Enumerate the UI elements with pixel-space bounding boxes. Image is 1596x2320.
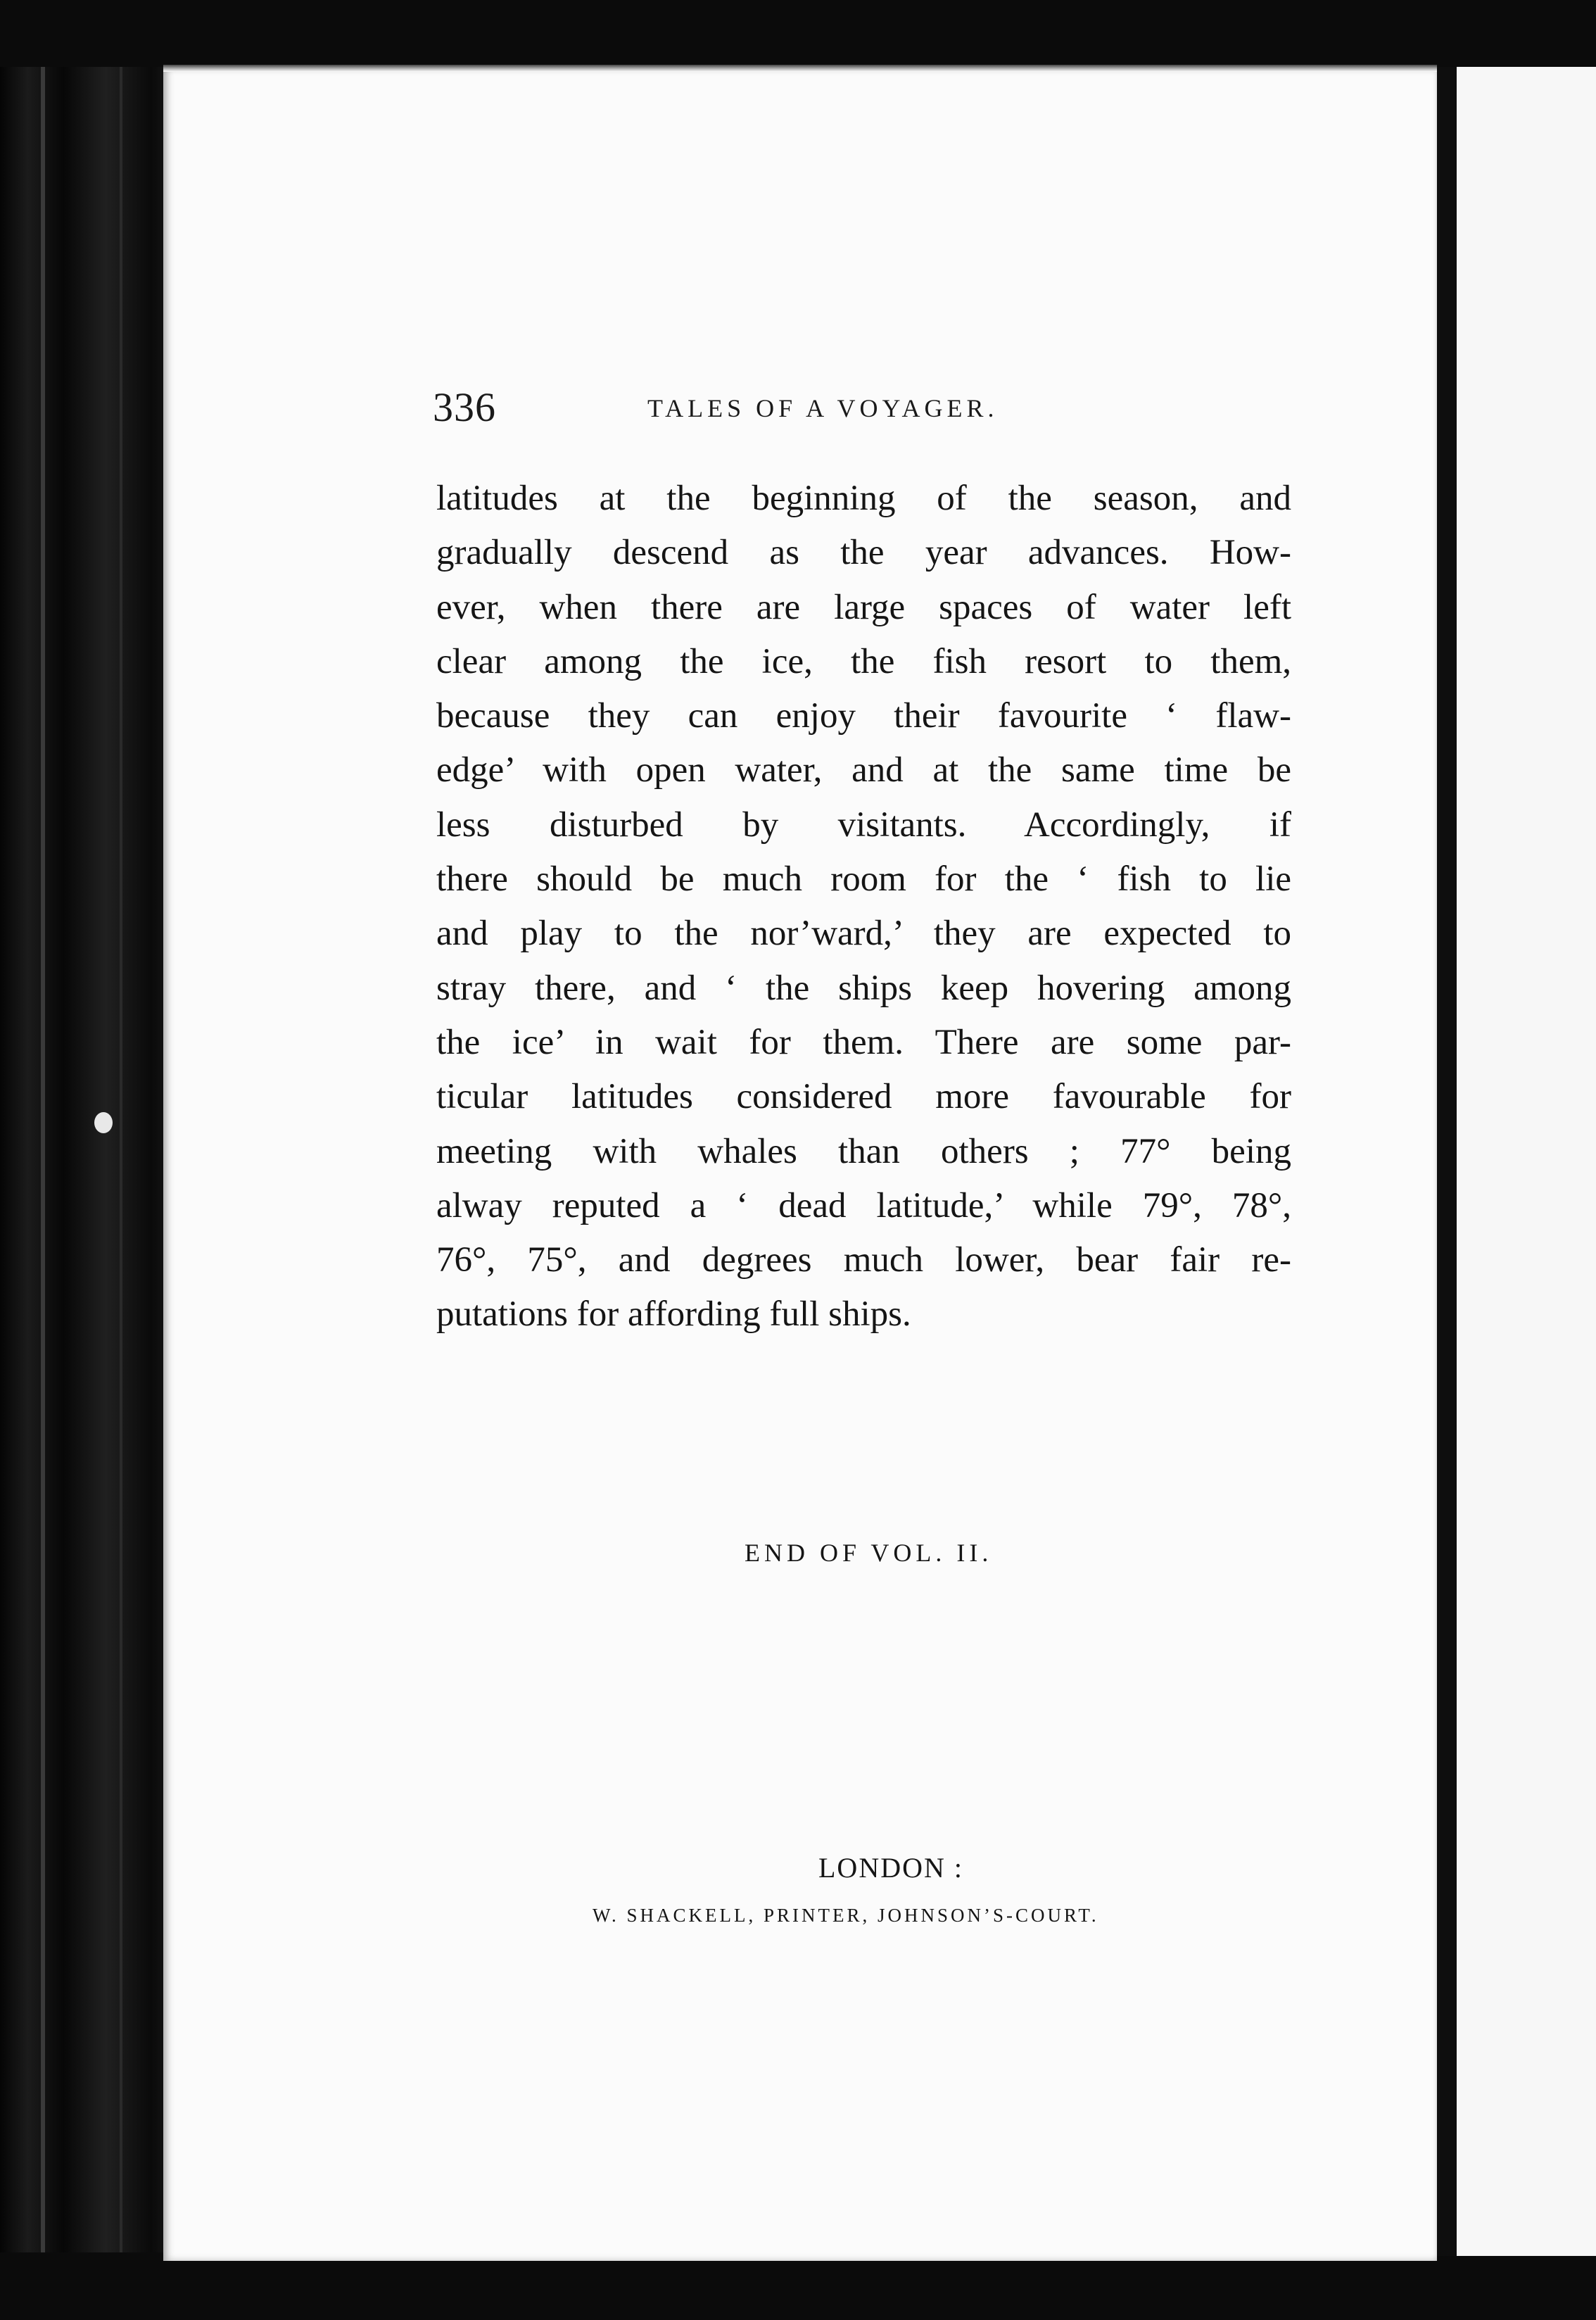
text-line: alway reputed a ‘ dead latitude,’ while 79°, 78°, (436, 1185, 1291, 1225)
imprint-printer: W. SHACKELL, PRINTER, JOHNSON’S-COURT. (593, 1905, 1099, 1926)
text-line: 76°, 75°, and degrees much lower, bear fair re- (436, 1240, 1291, 1280)
imprint-city: LONDON : (818, 1852, 963, 1884)
text-line: meeting with whales than others ; 77° being (436, 1131, 1291, 1171)
page-top-edge (163, 65, 1437, 72)
page-gutter (1437, 67, 1457, 2256)
text-line: gradually descend as the year advances. How- (436, 533, 1291, 573)
text-line: ticular latitudes considered more favourable for (436, 1077, 1291, 1117)
text-line: less disturbed by visitants. Accordingly, if (436, 805, 1291, 845)
text-line: edge’ with open water, and at the same time be (436, 750, 1291, 790)
end-of-volume-note: END OF VOL. II. (745, 1539, 993, 1567)
binding-edge (120, 42, 122, 2281)
paper-speck (94, 1112, 113, 1133)
scan-bottom-border (0, 2252, 1596, 2320)
binding-edge (41, 42, 45, 2281)
text-line: the ice’ in wait for them. There are some par- (436, 1022, 1291, 1062)
body-text (436, 472, 1291, 1342)
text-line: there should be much room for the ‘ fish to lie (436, 859, 1291, 900)
text-line: stray there, and ‘ the ships keep hovering among (436, 968, 1291, 1008)
page-number: 336 (433, 384, 496, 430)
text-line: ever, when there are large spaces of water left (436, 587, 1291, 627)
text-line: clear among the ice, the fish resort to them, (436, 641, 1291, 681)
text-line: because they can enjoy their favourite ‘ flaw- (436, 696, 1291, 736)
text-line: putations for affording full ships. (436, 1294, 911, 1335)
text-line: latitudes at the beginning of the season, and (436, 479, 1291, 518)
facing-page-edge (1457, 67, 1596, 2256)
running-head (433, 384, 1439, 440)
running-title: TALES OF A VOYAGER. (647, 394, 999, 422)
scan-top-border (0, 0, 1596, 67)
text-line: and play to the nor’ward,’ they are expected to (436, 914, 1291, 954)
